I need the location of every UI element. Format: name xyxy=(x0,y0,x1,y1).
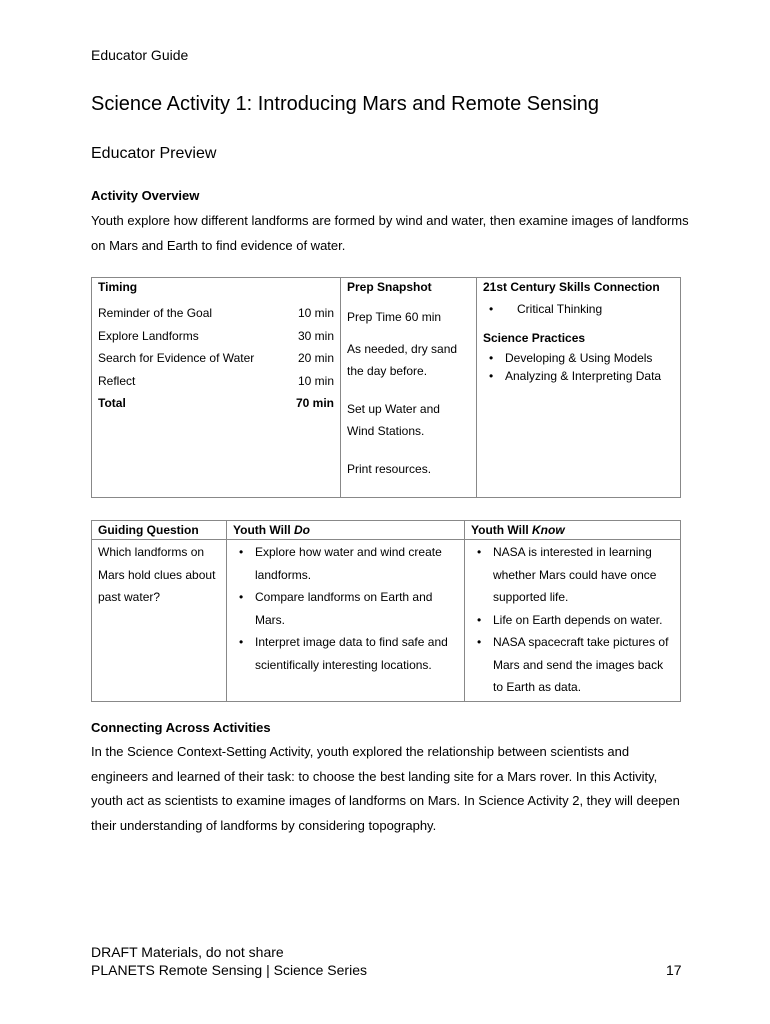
practices-item: • Analyzing & Interpreting Data xyxy=(483,367,674,385)
footer-series: PLANETS Remote Sensing | Science Series xyxy=(91,962,367,978)
overview-table xyxy=(91,277,681,498)
know-item: • NASA spacecraft take pictures of Mars and send the images back to Earth as data. xyxy=(471,631,674,699)
skills-header: 21st Century Skills Connection xyxy=(483,280,660,294)
know-item: • Life on Earth depends on water. xyxy=(471,609,674,632)
practices-item: • Developing & Using Models xyxy=(483,349,674,367)
prep-item: As needed, dry sand the day before. xyxy=(347,341,458,378)
know-header: Youth Will Know xyxy=(471,523,565,537)
activity-overview-text: Youth explore how different landforms are formed by wind and water, then examine images of landforms on Mars and Earth to find evidence of water. xyxy=(91,213,689,253)
skills-cell xyxy=(477,278,681,498)
prep-item: Prep Time 60 min xyxy=(347,310,442,324)
guiding-header: Guiding Question xyxy=(98,523,199,537)
learning-goals-table xyxy=(91,520,681,702)
page-subtitle: Educator Preview xyxy=(91,145,217,162)
timing-row: Reminder of the Goal 10 min xyxy=(98,306,334,320)
timing-row: Search for Evidence of Water 20 min xyxy=(98,351,334,365)
practices-header: Science Practices xyxy=(483,331,586,345)
page-title: Science Activity 1: Introducing Mars and Remote Sensing xyxy=(91,93,600,115)
know-item: • NASA is interested in learning whether Mars could have once supported life. xyxy=(471,541,674,609)
guiding-header-cell xyxy=(92,521,227,540)
timing-cell xyxy=(92,278,341,498)
header-label: Educator Guide xyxy=(91,47,189,63)
know-cell xyxy=(465,540,681,702)
do-item: • Explore how water and wind create landforms. xyxy=(233,541,458,586)
do-header: Youth Will Do xyxy=(233,523,310,537)
footer-draft-notice: DRAFT Materials, do not share xyxy=(91,944,284,960)
skills-item: • Critical Thinking xyxy=(483,298,674,320)
connecting-text: In the Science Context-Setting Activity, youth explored the relationship between scientists and engineers and learned of their task: to choose the best landing site for a Mars rover. In this Activity, youth act as scientists to examine images of landforms on Mars. In Science Activity 2, they will deepen their understanding of landforms by considering topography. xyxy=(91,744,680,833)
timing-row: Explore Landforms 30 min xyxy=(98,328,334,343)
prep-item: Print resources. xyxy=(347,461,432,476)
activity-overview-heading: Activity Overview xyxy=(91,188,200,203)
know-header-cell xyxy=(465,521,681,540)
timing-row: Reflect 10 min xyxy=(98,373,334,388)
do-header-cell xyxy=(227,521,465,540)
prep-item: Set up Water and Wind Stations. xyxy=(347,401,440,438)
connecting-heading: Connecting Across Activities xyxy=(91,720,271,735)
timing-header: Timing xyxy=(98,280,138,294)
do-item: • Compare landforms on Earth and Mars. xyxy=(233,586,458,631)
guiding-question-text: Which landforms on Mars hold clues about past water? xyxy=(92,540,227,702)
page-number: 17 xyxy=(666,962,682,978)
timing-total-row: Total 70 min xyxy=(98,396,334,410)
prep-snapshot-cell xyxy=(341,278,477,498)
do-cell xyxy=(227,540,465,702)
do-item: • Interpret image data to find safe and scientifically interesting locations. xyxy=(233,631,458,676)
prep-header: Prep Snapshot xyxy=(347,280,432,294)
